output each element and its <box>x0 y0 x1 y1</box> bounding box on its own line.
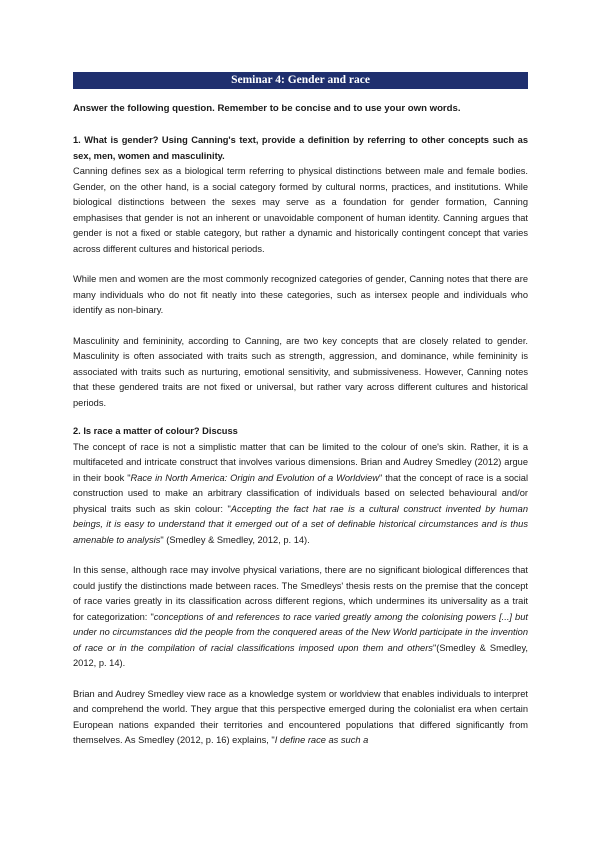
question-2-heading: 2. Is race a matter of colour? Discuss <box>73 426 238 436</box>
question-1-heading: 1. What is gender? Using Canning's text, provide a definition by referring to other concepts such as sex, men, women and masculinity. <box>73 135 528 161</box>
document-body <box>73 133 528 749</box>
quote-2: conceptions of and references to race varied greatly among the colonising powers [...] but under no circumstances did the people from the conquered areas of the New World participate in the invention of race or in the compilation of racial classifications imposed upon them and others <box>73 611 528 653</box>
quote-1: Accepting the fact hat rae is a cultural construct invented by human beings, it is easy to understand that it emerged out of a set of definable historical circumstances and is thus amenable to analysis <box>73 503 528 545</box>
book-title: Race in North America: Origin and Evolution of a Worldview <box>130 472 379 483</box>
answer-1-paragraph-1: Canning defines sex as a biological term referring to physical distinctions between male and female bodies. Gender, on the other hand, is a social category formed by cultural norms, practices, and institutions. While biological distinctions between the sexes may serve as a foundation for gender formation, Canning emphasises that gender is not an inherent or unavoidable component of human identity. Canning argues that gender is not a fixed or stable category, but rather a dynamic and historically contingent concept that varies across different cultures and historical periods. <box>73 166 528 254</box>
answer-1-paragraph-3: Masculinity and femininity, according to Canning, are two key concepts that are closely related to gender. Masculinity is often associated with traits such as strength, aggression, and dominance, while femininity is associated with traits such as nurturing, emotional sensitivity, and submissiveness. However, Canning notes that these gendered traits are not fixed or universal, but rather vary across different cultures and historical periods. <box>73 335 528 408</box>
seminar-title-banner: Seminar 4: Gender and race <box>73 72 528 89</box>
answer-1-paragraph-2: While men and women are the most commonly recognized categories of gender, Canning notes that there are many individuals who do not fit neatly into these categories, such as intersex people and individuals who identify as non-binary. <box>73 274 528 315</box>
quote-3: I define race as such a <box>274 735 369 745</box>
instruction-text: Answer the following question. Remember to be concise and to use your own words. <box>73 103 461 114</box>
answer-2-paragraph-2: In this sense, although race may involve physical variations, there are no significant biological differences that could justify the distinctions made between races. The Smedleys' thesis rests on the premise that the concept of race varies greatly in its classification across different regions, which undermines its universality as a trait for categorization: "conceptions of and references to race varied greatly among the colonising powers [...] but under no circumstances did the people from the conquered areas of the New World participate in the invention of race or in the compilation of racial classifications imposed upon them and others"(Smedley & Smedley, 2012, p. 14). <box>73 565 528 668</box>
answer-2-paragraph-3: Brian and Audrey Smedley view race as a knowledge system or worldview that enables individuals to interpret and comprehend the world. They argue that this perspective emerged during the colonialist era when certain European nations expanded their territories and encountered populations that differed significantly from themselves. As Smedley (2012, p. 16) explains, "I define race as such a <box>73 688 528 745</box>
answer-2-paragraph-1: The concept of race is not a simplistic matter that can be limited to the colour of one's skin. Rather, it is a multifaceted and intricate construct that involves various dimensions. Brian and Audrey Smedley (2012) argue in their book "Race in North America: Origin and Evolution of a Worldview" that the concept of race is a social construction used to make an arbitrary classification of individuals based on selected behavioural and/or physical traits such as skin colour: "Accepting the fact hat rae is a cultural construct invented by human beings, it is easy to understand that it emerged out of a set of definable historical circumstances and is thus amenable to analysis" (Smedley & Smedley, 2012, p. 14). <box>73 441 529 545</box>
